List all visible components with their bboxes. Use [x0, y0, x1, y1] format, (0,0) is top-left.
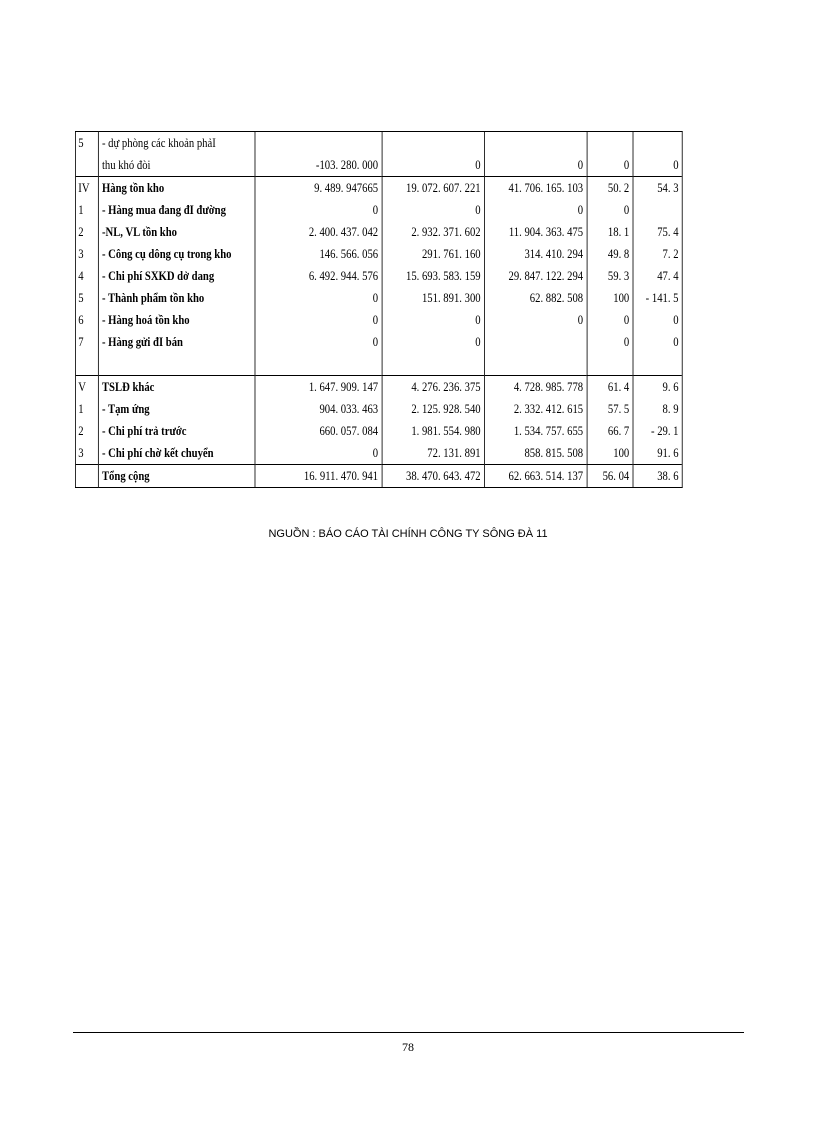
table-row — [75, 442, 682, 465]
table-row — [75, 420, 682, 442]
row-label: Tổng cộng — [98, 465, 255, 488]
row-label-line: - dự phòng các khoản phảI — [101, 135, 216, 150]
row-number: 1 — [75, 199, 98, 221]
row-label — [98, 132, 255, 177]
value-cell: 4. 728. 985. 778 — [484, 376, 586, 399]
percent-cell: - 141. 5 — [633, 287, 682, 309]
percent-cell — [633, 199, 682, 221]
value-cell: 291. 761. 160 — [382, 243, 485, 265]
value-cell: 151. 891. 300 — [382, 287, 485, 309]
row-label: - Hàng hoá tồn kho — [98, 309, 255, 331]
value-cell: -103. 280. 000 — [255, 132, 382, 177]
percent-cell: 18. 1 — [587, 221, 633, 243]
value-cell: 0 — [382, 331, 485, 376]
percent-cell: 0 — [633, 309, 682, 331]
percent-cell: 0 — [587, 309, 633, 331]
table-row — [75, 309, 682, 331]
percent-cell: 0 — [587, 331, 633, 376]
value-cell: 2. 332. 412. 615 — [484, 398, 586, 420]
table-row — [75, 398, 682, 420]
value-cell: 16. 911. 470. 941 — [255, 465, 382, 488]
percent-cell: 57. 5 — [587, 398, 633, 420]
balance-table-body — [75, 132, 682, 488]
row-label: - Hàng mua đang đI đường — [98, 199, 255, 221]
table-row — [75, 376, 682, 399]
value-cell: 0 — [382, 132, 485, 177]
table-row — [75, 199, 682, 221]
value-cell: 0 — [484, 199, 586, 221]
value-cell — [484, 331, 586, 376]
percent-cell: 61. 4 — [587, 376, 633, 399]
percent-cell: - 29. 1 — [633, 420, 682, 442]
value-cell: 1. 981. 554. 980 — [382, 420, 485, 442]
percent-cell: 66. 7 — [587, 420, 633, 442]
value-cell: 4. 276. 236. 375 — [382, 376, 485, 399]
value-cell: 660. 057. 084 — [255, 420, 382, 442]
row-number: 3 — [75, 243, 98, 265]
value-cell: 19. 072. 607. 221 — [382, 177, 485, 200]
percent-cell: 100 — [587, 442, 633, 465]
row-number: 4 — [75, 265, 98, 287]
row-label: - Hàng gửi đI bán — [98, 331, 255, 376]
percent-cell: 59. 3 — [587, 265, 633, 287]
percent-cell: 100 — [587, 287, 633, 309]
table-row — [75, 331, 682, 376]
table-row — [75, 265, 682, 287]
value-cell: 858. 815. 508 — [484, 442, 586, 465]
value-cell: 2. 125. 928. 540 — [382, 398, 485, 420]
percent-cell: 0 — [633, 331, 682, 376]
row-label: - Chi phí SXKD dở dang — [98, 265, 255, 287]
source-note: NGUỒN : BÁO CÁO TÀI CHÍNH CÔNG TY SÔNG ĐÀ 11 — [268, 528, 548, 540]
row-label: - Chi phí trả trước — [98, 420, 255, 442]
percent-cell: 49. 8 — [587, 243, 633, 265]
row-number: 7 — [75, 331, 98, 376]
percent-cell: 0 — [587, 199, 633, 221]
percent-cell: 56. 04 — [587, 465, 633, 488]
value-cell: 1. 647. 909. 147 — [255, 376, 382, 399]
value-cell: 62. 882. 508 — [484, 287, 586, 309]
percent-cell: 7. 2 — [633, 243, 682, 265]
row-number: 2 — [75, 221, 98, 243]
table-row — [75, 132, 682, 177]
row-number: V — [75, 376, 98, 399]
value-cell: 0 — [255, 199, 382, 221]
percent-cell: 91. 6 — [633, 442, 682, 465]
value-cell: 11. 904. 363. 475 — [484, 221, 586, 243]
row-label-line: thu khó đòi — [101, 157, 151, 172]
percent-cell: 38. 6 — [633, 465, 682, 488]
row-number — [75, 465, 98, 488]
table-row — [75, 243, 682, 265]
row-label: TSLĐ khác — [98, 376, 255, 399]
value-cell: 6. 492. 944. 576 — [255, 265, 382, 287]
table-row — [75, 177, 682, 200]
table-row — [75, 287, 682, 309]
value-cell: 72. 131. 891 — [382, 442, 485, 465]
value-cell: 0 — [484, 309, 586, 331]
row-number: 5 — [75, 132, 98, 177]
value-cell: 2. 932. 371. 602 — [382, 221, 485, 243]
percent-cell: 8. 9 — [633, 398, 682, 420]
table-row — [75, 221, 682, 243]
value-cell: 62. 663. 514. 137 — [484, 465, 586, 488]
value-cell: 0 — [484, 132, 586, 177]
footer-rule — [73, 1032, 744, 1033]
value-cell: 38. 470. 643. 472 — [382, 465, 485, 488]
percent-cell: 54. 3 — [633, 177, 682, 200]
percent-cell: 0 — [633, 132, 682, 177]
value-cell: 1. 534. 757. 655 — [484, 420, 586, 442]
row-number: 3 — [75, 442, 98, 465]
row-label: - Chi phí chờ kết chuyển — [98, 442, 255, 465]
balance-table — [75, 131, 683, 488]
value-cell: 0 — [255, 287, 382, 309]
value-cell: 904. 033. 463 — [255, 398, 382, 420]
value-cell: 0 — [255, 309, 382, 331]
row-number: 2 — [75, 420, 98, 442]
value-cell: 0 — [382, 309, 485, 331]
row-label: - Thành phẩm tồn kho — [98, 287, 255, 309]
row-number: 1 — [75, 398, 98, 420]
row-label: - Tạm ứng — [98, 398, 255, 420]
table-row — [75, 465, 682, 488]
value-cell: 0 — [255, 331, 382, 376]
percent-cell: 0 — [587, 132, 633, 177]
value-cell: 29. 847. 122. 294 — [484, 265, 586, 287]
value-cell: 146. 566. 056 — [255, 243, 382, 265]
percent-cell: 47. 4 — [633, 265, 682, 287]
value-cell: 0 — [382, 199, 485, 221]
row-number: 6 — [75, 309, 98, 331]
row-label: Hàng tồn kho — [98, 177, 255, 200]
row-label: - Công cụ dông cụ trong kho — [98, 243, 255, 265]
value-cell: 9. 489. 947665 — [255, 177, 382, 200]
percent-cell: 50. 2 — [587, 177, 633, 200]
page-number: 78 — [402, 1040, 414, 1054]
percent-cell: 9. 6 — [633, 376, 682, 399]
value-cell: 0 — [255, 442, 382, 465]
row-number: IV — [75, 177, 98, 200]
percent-cell: 75. 4 — [633, 221, 682, 243]
value-cell: 41. 706. 165. 103 — [484, 177, 586, 200]
value-cell: 314. 410. 294 — [484, 243, 586, 265]
value-cell: 15. 693. 583. 159 — [382, 265, 485, 287]
row-number: 5 — [75, 287, 98, 309]
row-label: -NL, VL tồn kho — [98, 221, 255, 243]
value-cell: 2. 400. 437. 042 — [255, 221, 382, 243]
